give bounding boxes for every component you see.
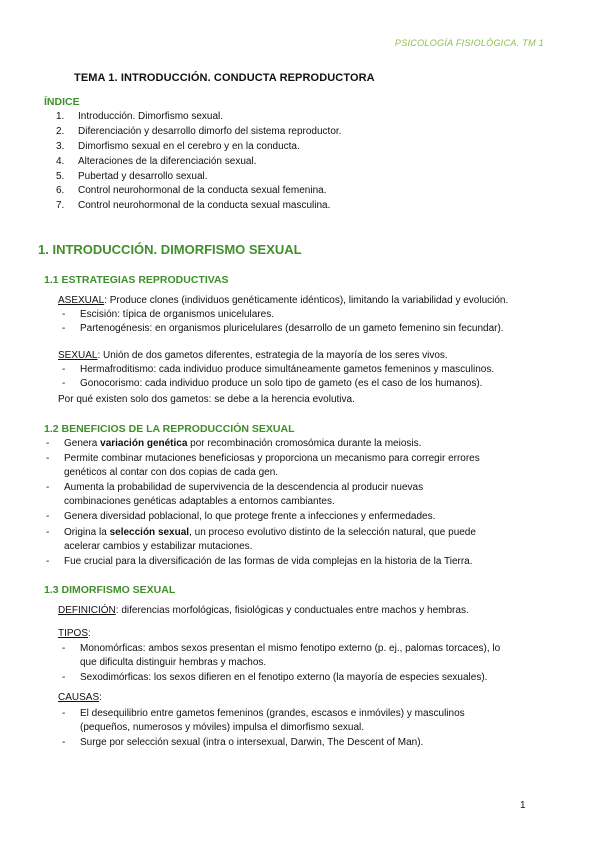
list-dash: -	[62, 708, 66, 719]
benefit-item-continued: acelerar cambios y estabilizar mutaciones.	[64, 541, 253, 552]
index-item: 4. Alteraciones de la diferenciación sexual.	[56, 155, 257, 167]
cause-item: Surge por selección sexual (intra o intersexual, Darwin, The Descent of Man).	[80, 737, 424, 748]
running-header: PSICOLOGÍA FISIOLÓGICA. TM 1	[394, 38, 544, 48]
page-number: 1	[520, 800, 526, 811]
why-two-gametes: Por qué existen solo dos gametos: se debe a la herencia evolutiva.	[58, 394, 355, 405]
benefit-item: Permite combinar mutaciones beneficiosas y proporciona un mecanismo para corregir errores	[64, 453, 480, 464]
list-item: Hermafroditismo: cada individuo produce simultáneamente gametos femeninos y masculinos.	[80, 364, 495, 375]
section-1-1-heading: 1.1 ESTRATEGIAS REPRODUCTIVAS	[44, 274, 229, 286]
list-item: Escisión: típica de organismos unicelulares.	[80, 309, 274, 320]
list-item: Partenogénesis: en organismos pluricelulares (desarrollo de un gameto femenino sin fecundar).	[80, 323, 504, 334]
list-dash: -	[62, 672, 66, 683]
benefit-item: Aumenta la probabilidad de supervivencia de la descendencia al producir nuevas	[64, 482, 424, 493]
type-item-continued: que dificulta distinguir hembras y machos.	[80, 657, 267, 668]
list-dash: -	[46, 438, 50, 449]
list-item: Gonocorismo: cada individuo produce un solo tipo de gameto (es el caso de los humanos).	[80, 378, 483, 389]
index-item: 6. Control neurohormonal de la conducta sexual femenina.	[56, 185, 327, 197]
type-item: Sexodimórficas: los sexos difieren en el fenotipo externo (la mayoría de especies sexuales).	[80, 672, 488, 683]
benefit-item: Origina la selección sexual, un proceso evolutivo distinto de la selección natural, que puede	[64, 527, 476, 538]
list-dash: -	[46, 453, 50, 464]
list-dash: -	[62, 364, 66, 375]
list-dash: -	[62, 378, 66, 389]
list-dash: -	[46, 527, 50, 538]
index-item: 5. Pubertad y desarrollo sexual.	[56, 170, 208, 182]
section-1-heading: 1. INTRODUCCIÓN. DIMORFISMO SEXUAL	[38, 242, 302, 257]
list-dash: -	[62, 309, 66, 320]
types-label: TIPOS:	[58, 628, 91, 639]
index-heading: ÍNDICE	[44, 96, 80, 108]
list-dash: -	[46, 482, 50, 493]
sexual-definition: SEXUAL: Unión de dos gametos diferentes, estrategia de la mayoría de los seres vivos.	[58, 350, 448, 361]
list-dash: -	[62, 323, 66, 334]
benefit-item-continued: combinaciones genéticas adaptables a entornos cambiantes.	[64, 496, 335, 507]
index-item: 3. Dimorfismo sexual en el cerebro y en la conducta.	[56, 140, 300, 152]
list-dash: -	[46, 556, 50, 567]
list-dash: -	[62, 737, 66, 748]
benefit-item: Fue crucial para la diversificación de las formas de vida complejas en la historia de la Tierra.	[64, 556, 473, 567]
type-item: Monomórficas: ambos sexos presentan el mismo fenotipo externo (p. ej., palomas torcaces), lo	[80, 643, 501, 654]
benefit-item: Genera variación genética por recombinación cromosómica durante la meiosis.	[64, 438, 422, 449]
index-item: 7. Control neurohormonal de la conducta sexual masculina.	[56, 200, 331, 212]
dimorphism-definition: DEFINICIÓN: diferencias morfológicas, fisiológicas y conductuales entre machos y hembras.	[58, 605, 469, 616]
index-list	[56, 110, 341, 214]
benefit-item-continued: genéticos al contar con dos copias de cada gen.	[64, 467, 279, 478]
cause-item: El desequilibrio entre gametos femeninos (grandes, escasos e inmóviles) y masculinos	[80, 708, 465, 719]
section-1-2-heading: 1.2 BENEFICIOS DE LA REPRODUCCIÓN SEXUAL	[44, 423, 295, 435]
list-dash: -	[62, 643, 66, 654]
index-item: 1. Introducción. Dimorfismo sexual.	[56, 111, 224, 122]
document-title: TEMA 1. INTRODUCCIÓN. CONDUCTA REPRODUCTORA	[74, 72, 375, 84]
list-dash: -	[46, 511, 50, 522]
benefit-item: Genera diversidad poblacional, lo que protege frente a infecciones y enfermedades.	[64, 511, 436, 522]
causes-label: CAUSAS:	[58, 692, 102, 703]
index-item: 2. Diferenciación y desarrollo dimorfo del sistema reproductor.	[56, 125, 342, 137]
cause-item-continued: (pequeños, numerosos y móviles) impulsa el dimorfismo sexual.	[80, 722, 365, 733]
asexual-definition: ASEXUAL: Produce clones (individuos genéticamente idénticos), limitando la variabilidad y evolución.	[58, 295, 509, 306]
section-1-3-heading: 1.3 DIMORFISMO SEXUAL	[44, 584, 176, 596]
